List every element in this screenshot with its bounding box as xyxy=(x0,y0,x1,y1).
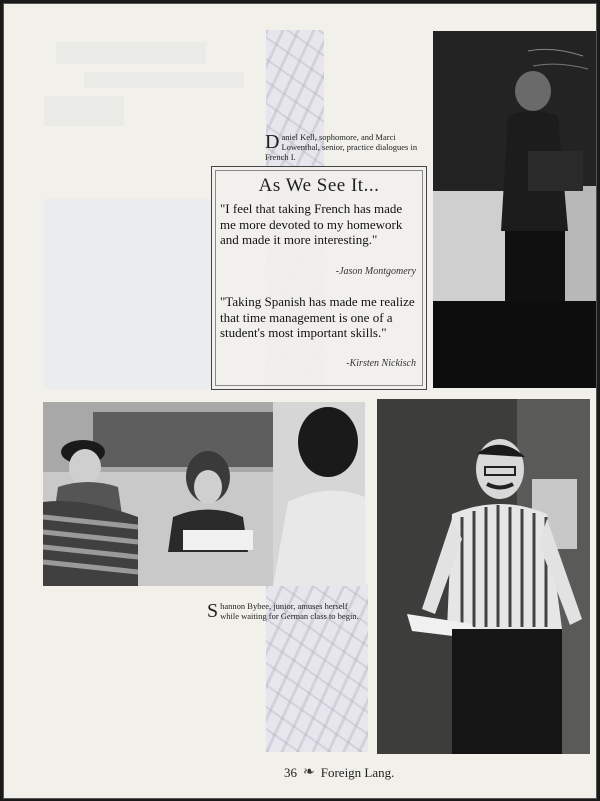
photo-french-dialogue xyxy=(433,31,596,388)
quote-jason: "I feel that taking French has made me more devoted to my homework and made it more interesting." xyxy=(220,201,403,247)
page-footer xyxy=(284,764,394,781)
caption-shannon-bybee xyxy=(207,601,367,621)
yearbook-page xyxy=(3,3,597,799)
caption-text: hannon Bybee, junior, amuses herself while waiting for German class to begin. xyxy=(220,601,359,621)
attribution-jason: -Jason Montgomery xyxy=(335,266,416,277)
as-we-see-it-box xyxy=(211,166,427,390)
quote-box-title: As We See It... xyxy=(258,175,380,196)
attribution-kirsten: -Kirsten Nickisch xyxy=(346,358,416,369)
caption-french-dialogue xyxy=(265,132,425,162)
photo-teacher-striped-shirt xyxy=(377,399,590,754)
faded-block-bleedthrough xyxy=(44,199,214,389)
caption-dropcap: D xyxy=(265,131,280,153)
photo-students-classroom xyxy=(43,402,365,586)
faded-heading-bleedthrough xyxy=(44,34,244,154)
caption-text: aniel Kell, sophomore, and Marci Lowenthal, senior, practice dialogues in French I. xyxy=(265,132,418,162)
section-name: Foreign Lang. xyxy=(320,764,395,780)
ornament-icon: ❧ xyxy=(303,765,315,780)
page-number: 36 xyxy=(284,764,297,780)
caption-dropcap: S xyxy=(207,600,219,622)
quote-kirsten: "Taking Spanish has made me realize that time management is one of a student's most important skills." xyxy=(220,294,415,340)
